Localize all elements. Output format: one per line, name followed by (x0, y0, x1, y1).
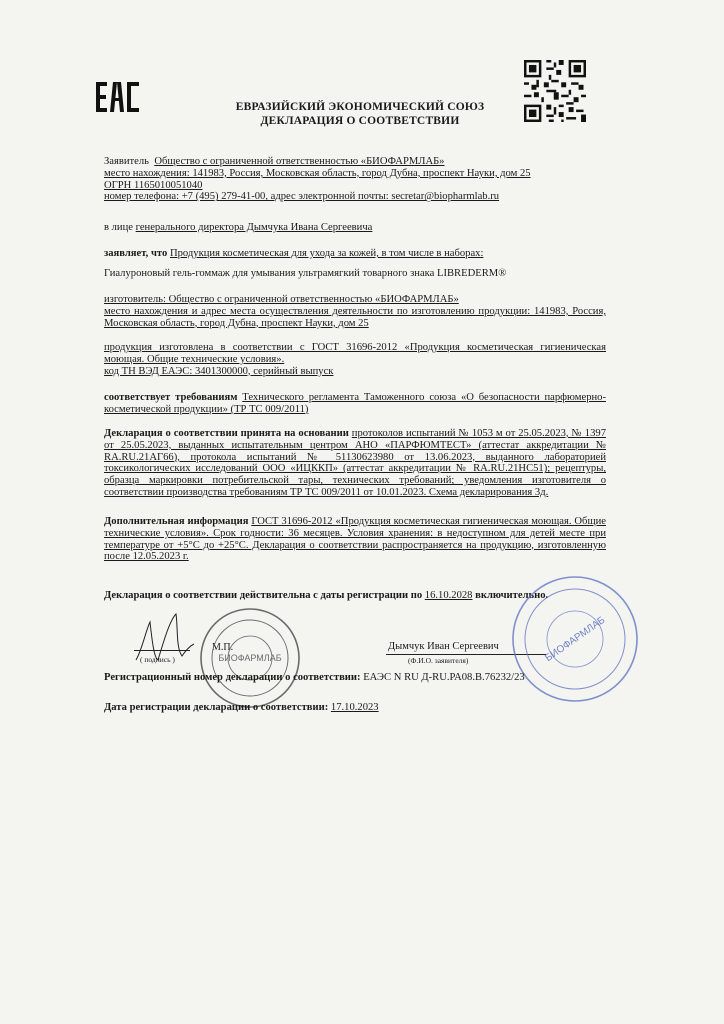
registration-date-label: Дата регистрации декларации о соответствии: (104, 702, 329, 713)
basis-text: протоколов испытаний № 1053 м от 25.05.2023, № 1397 от 25.05.2023, выданных испытательным центром АНО «ПАРФЮМТЕСТ» (аттестат аккредитации № RA.RU.21АГ66), протокола испытаний № 51130623980 от 13.06.2023, выданного лабораторией токсикологических исследований ООО «ИЦККП» (аттестат аккредитации № RA.RU.21НС51); рецептуры, образца маркировки потребительской тары, технических требований; уведомления изготовителя о соответствии производства требованиям ТР ТС 009/2011 от 10.01.2023. Схема декларирования 3д. (104, 428, 606, 498)
qr-code-icon (524, 60, 586, 122)
applicant-section (104, 156, 606, 203)
company-stamp-right (508, 572, 642, 706)
production-standard: продукция изготовлена в соответствии с ГОСТ 31696-2012 «Продукция косметическая гигиеническая моющая. Общие технические условия». (104, 342, 606, 365)
representative-section (104, 222, 606, 234)
requirements-section (104, 392, 606, 416)
applicant-name: Общество с ограниченной ответственностью «БИОФАРМЛАБ» (154, 156, 445, 167)
declares-label: заявляет, что (104, 248, 168, 259)
registration-date: 17.10.2023 (330, 702, 379, 713)
additional-label: Дополнительная информация (104, 516, 249, 527)
validity-prefix: Декларация о соответствии действительна с даты регистрации по (104, 590, 423, 601)
representative-prefix: в лице (104, 222, 133, 233)
registration-number: ЕАЭС N RU Д-RU.РА08.В.76232/23 (363, 672, 525, 683)
signature-caption: ( подпись ) (140, 655, 175, 664)
additional-text: ГОСТ 31696-2012 «Продукция косметическая гигиеническая моющая. Общие технические условия». Срок годности: 36 месяцев. Условия хранения: в недоступном для детей месте при температуре от +5°С до +25°С. Декларация о соответствии распространяется на продукцию, изготовленную после 12.05.2023 г. (104, 516, 606, 563)
header-union-title: ЕВРАЗИЙСКИЙ ЭКОНОМИЧЕСКИЙ СОЮЗ (235, 101, 485, 113)
applicant-address: место нахождения: 141983, Россия, Московская область, город Дубна, проспект Науки, дом 25 (104, 167, 531, 179)
applicant-contacts: номер телефона: +7 (495) 279-41-00, адрес электронной почты: secretar@biopharmlab.ru (104, 191, 500, 203)
applicant-ogrn: ОГРН 1165010051040 (104, 179, 203, 191)
basis-section (104, 428, 606, 499)
signatory-caption: (Ф.И.О. заявителя) (408, 656, 469, 665)
registration-number-label: Регистрационный номер декларации о соответствии: (104, 672, 361, 683)
declares-section (104, 248, 606, 260)
signatory-name: Дымчук Иван Сергеевич (388, 641, 499, 652)
validity-suffix: включительно. (475, 590, 549, 601)
production-section (104, 342, 606, 377)
header-declaration-title: ДЕКЛАРАЦИЯ О СООТВЕТСТВИИ (260, 115, 460, 127)
applicant-label: Заявитель (104, 156, 150, 167)
stamp-right-text: БИОФАРМЛАБ (543, 614, 608, 665)
document-header (200, 100, 520, 128)
manufacturer-name: изготовитель: Общество с ограниченной ответственностью «БИОФАРМЛАБ» (104, 294, 459, 305)
basis-label: Декларация о соответствии принята на основании (104, 428, 349, 439)
requirements-text: Технического регламента Таможенного союза «О безопасности парфюмерно-косметической продукции» (ТР ТС 009/2011) (104, 392, 606, 415)
validity-date: 16.10.2028 (424, 590, 473, 601)
requirements-label: соответствует требованиям (104, 392, 238, 403)
manufacturer-section (104, 294, 606, 329)
production-code: код ТН ВЭД ЕАЭС: 3401300000, серийный выпуск (104, 365, 334, 377)
representative-text: генерального директора Дымчука Ивана Сергеевича (135, 222, 373, 233)
additional-section (104, 516, 606, 563)
declares-text: Продукция косметическая для ухода за кожей, в том числе в наборах: (169, 248, 484, 259)
signature-line (134, 650, 190, 651)
product-name: Гиалуроновый гель-гоммаж для умывания ультрамягкий товарного знака LIBREDERM® (104, 268, 507, 279)
company-stamp-left (198, 606, 302, 710)
stamp-left-text: БИОФАРМЛАБ (218, 653, 282, 663)
manufacturer-address: место нахождения и адрес места осуществления деятельности по изготовлению продукции: 141983, Россия, Московская область, город Дубна, проспект Науки, дом 25 (104, 305, 606, 329)
stamp-place-label: М.П. (212, 642, 234, 653)
eac-logo-icon (96, 82, 140, 112)
registration-number-section (104, 672, 606, 684)
registration-date-section (104, 702, 606, 714)
